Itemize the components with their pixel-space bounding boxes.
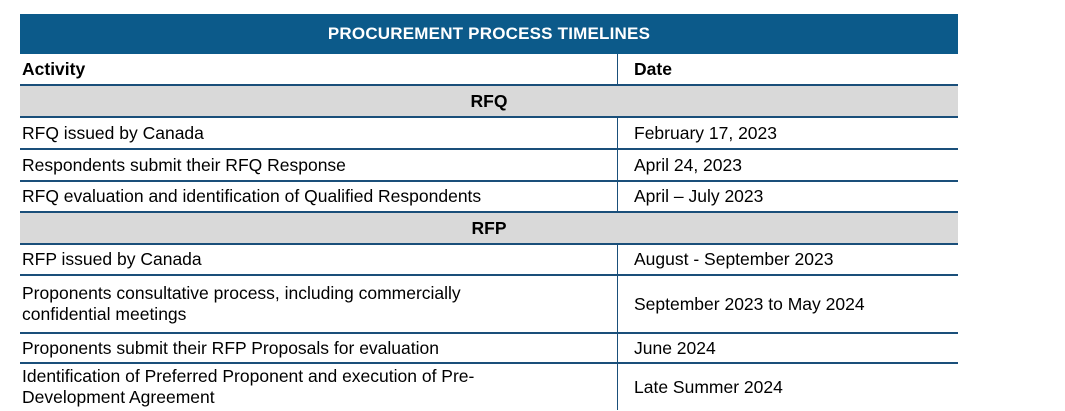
procurement-timeline-table (20, 14, 958, 410)
table-row (20, 118, 958, 150)
section-header-rfp: RFP (20, 213, 958, 245)
section-header-rfq: RFQ (20, 86, 958, 118)
activity-cell: RFP issued by Canada (20, 245, 618, 274)
activity-cell: RFQ issued by Canada (20, 118, 618, 148)
date-cell: September 2023 to May 2024 (634, 293, 865, 314)
activity-column-header: Activity (20, 54, 618, 84)
date-cell: February 17, 2023 (634, 122, 778, 143)
table-row (20, 150, 958, 182)
activity-cell: Identification of Preferred Proponent and execution of Pre-Development Agreement (20, 364, 618, 410)
activity-cell: Respondents submit their RFQ Response (20, 150, 618, 180)
table-row (20, 334, 958, 364)
table-row (20, 364, 958, 410)
date-cell: August - September 2023 (634, 249, 834, 269)
table-row (20, 276, 958, 334)
date-cell: June 2024 (634, 337, 716, 358)
table-row (20, 245, 958, 276)
header-row (20, 54, 958, 86)
activity-cell: RFQ evaluation and identification of Qualified Respondents (20, 182, 618, 211)
activity-cell: Proponents submit their RFP Proposals for evaluation (20, 334, 618, 362)
activity-cell: Proponents consultative process, including commercially confidential meetings (20, 276, 618, 332)
date-cell: April – July 2023 (634, 186, 764, 206)
date-column-header: Date (634, 58, 672, 79)
date-cell: Late Summer 2024 (634, 376, 783, 397)
date-cell: April 24, 2023 (634, 154, 742, 175)
table-row (20, 182, 958, 213)
table-title: PROCUREMENT PROCESS TIMELINES (20, 14, 958, 54)
